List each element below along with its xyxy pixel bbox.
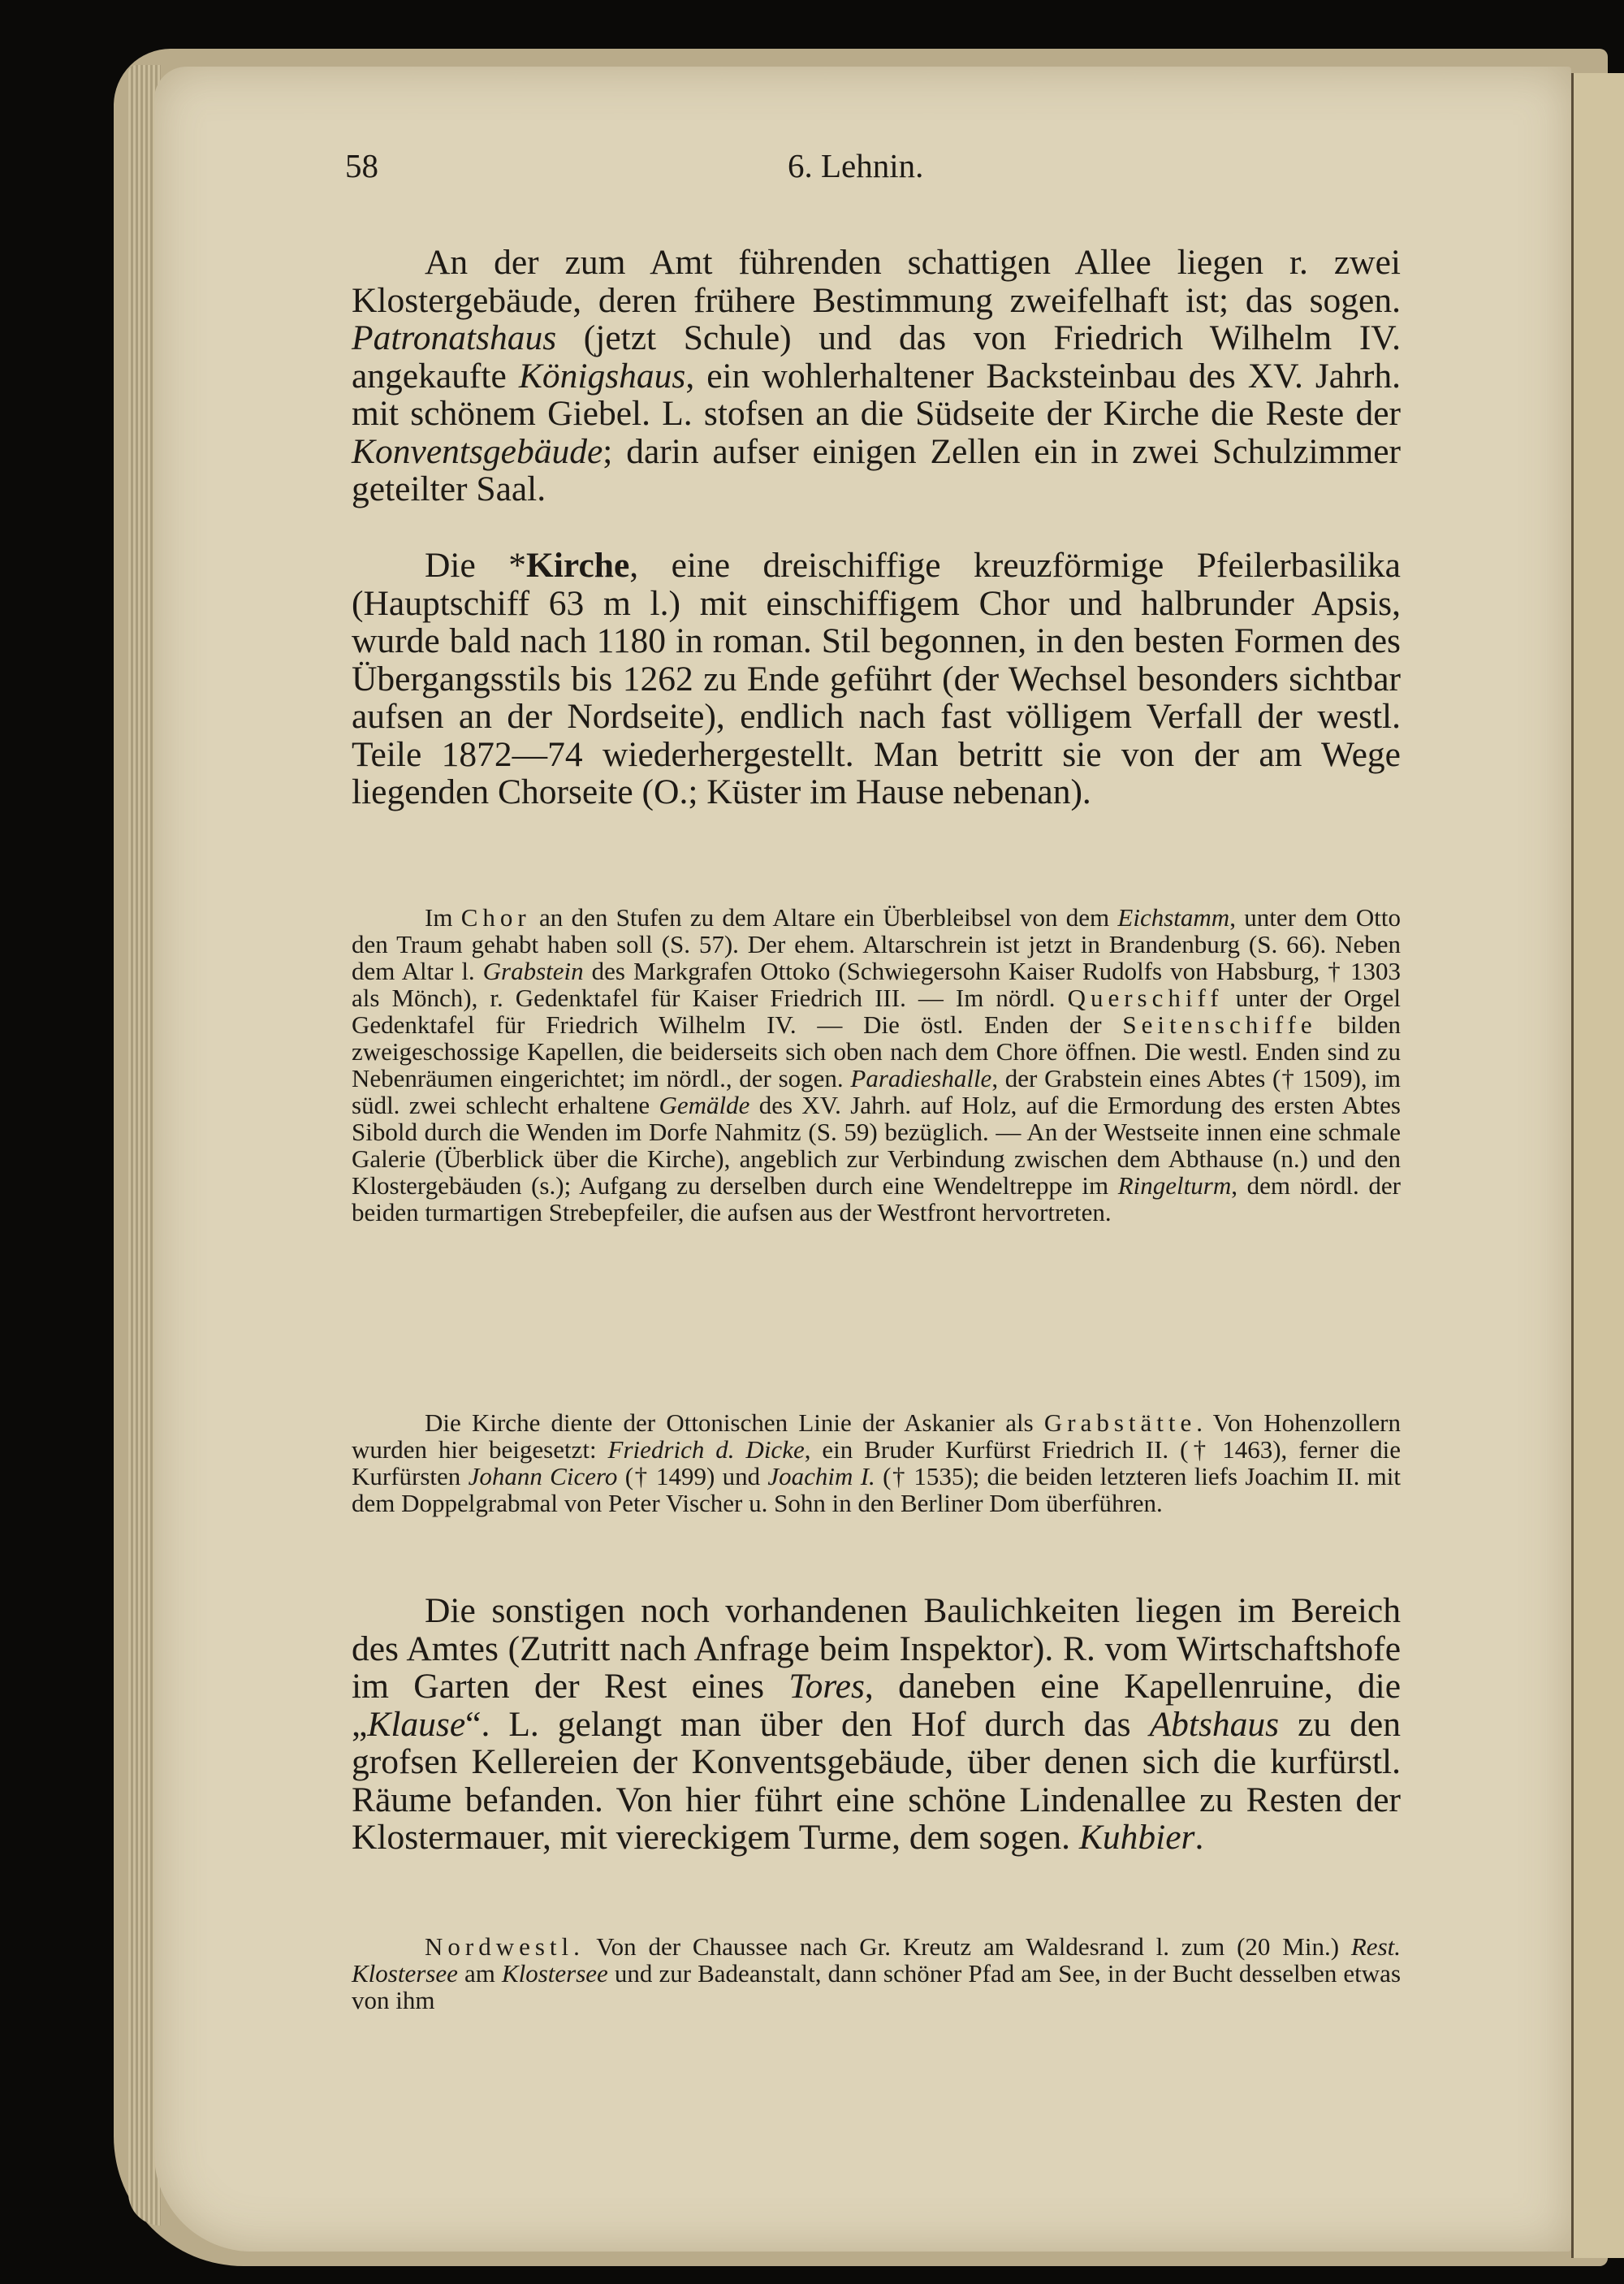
emphasis: Friedrich d. Dicke [607, 1435, 805, 1464]
paragraph-lehnin-amt [352, 244, 1401, 508]
body-text [352, 547, 1401, 811]
text-run: Die sonstigen noch vorhandenen Baulichkeiten liegen im Bereich des Amtes (Zutritt nach Anfrage beim Inspektor). R. vom Wirtschaftshofe im Garten der Rest eines [352, 1591, 1401, 1706]
paragraph-baulichkeiten [352, 1592, 1401, 1857]
text-run: am [457, 1959, 502, 1988]
page-number: 58 [345, 147, 378, 184]
body-text [352, 1592, 1401, 1857]
text-run: bilden zweigeschossige Kapellen, die beiderseits sich oben nach dem Chore öffnen. Die westl. Enden sind zu Nebenräumen eingerichtet; im nördl., der sogen. [352, 1010, 1401, 1092]
paragraph-kirche [352, 547, 1401, 811]
text-run: , unter dem Otto den Traum gehabt haben soll (S. 57). Der ehem. Altarschrein ist jetzt in Brandenburg (S. 66). Neben dem Altar l. [352, 903, 1401, 985]
text-run: Im [425, 903, 461, 932]
emphasis: Johann Cicero [468, 1462, 618, 1490]
running-title: 6. Lehnin. [788, 147, 924, 184]
text-run: , eine dreischiffige kreuzförmige Pfeilerbasilika (Hauptschiff 63 m l.) mit einschiffigem Chor und halbrunder Apsis, wurde bald nach 1180 in roman. Stil begonnen, in den besten Formen des Übergangsstils bis 1262 zu Ende geführt (der Wechsel besonders sichtbar aufsen an der Nordseite), endlich nach fast völligem Verfall der westl. Teile 1872—74 wiederhergestellt. Man betritt sie von der am Wege liegenden Chorseite (O.; Küster im Hause nebenan). [352, 546, 1401, 811]
text-run: († 1499) und [617, 1462, 768, 1490]
text-run: . [1194, 1818, 1204, 1857]
page-header [345, 146, 1401, 195]
spaced-text: Querschiff [1067, 984, 1224, 1012]
facing-page-edge [1571, 73, 1624, 2258]
small-print-nordwestl [352, 1933, 1401, 2014]
text-run: Die Kirche diente der Ottonischen Linie der Askanier als [425, 1408, 1044, 1437]
emphasis: Rest. Klostersee [352, 1932, 1401, 1988]
text-run: An der zum Amt führenden schattigen Allee liegen r. zwei Klostergebäude, deren frühere Bestimmung zweifelhaft ist; das sogen. [352, 243, 1401, 320]
text-run: , ein wohlerhaltener Backsteinbau des XV. Jahrh. mit schönem Giebel. L. stofsen an die Südseite der Kirche die Reste der [352, 356, 1401, 433]
text-run: († 1535); die beiden letzteren liefs Joachim II. mit dem Doppelgrabmal von Peter Vischer u. Sohn in den Berliner Dom überführen. [352, 1462, 1402, 1517]
spaced-text: Grabstätte [1043, 1408, 1197, 1437]
text-run: Die * [425, 546, 527, 585]
emphasis: Gemälde [659, 1091, 750, 1119]
text-run: “. L. gelangt man über den Hof durch das [465, 1704, 1150, 1744]
emphasis: Joachim I. [767, 1462, 875, 1490]
emphasis: Patronatshaus [352, 318, 557, 357]
emphasis: Grabstein [482, 957, 584, 985]
text-run: Von der Chaussee nach Gr. Kreutz am Waldesrand l. zum (20 Min.) [584, 1932, 1351, 1961]
emphasis: Konventsgebäude [352, 431, 603, 471]
text-run: und zur Badeanstalt, dann schöner Pfad am See, in der Bucht desselben etwas von ihm [352, 1959, 1402, 2014]
small-text [352, 904, 1401, 1226]
text-run: unter der Orgel Gedenktafel für Friedrich Wilhelm IV. — Die östl. Enden der [352, 984, 1401, 1039]
text-run: (jetzt Schule) und das von Friedrich Wilhelm IV. angekaufte [352, 318, 1401, 396]
emphasis: Königshaus [518, 356, 686, 396]
text-run: . Von Hohenzollern wurden hier beigesetzt: [352, 1408, 1402, 1464]
text-run: des Markgrafen Ottoko (Schwiegersohn Kaiser Rudolfs von Habsburg, † 1303 als Mönch), r. Gedenktafel für Kaiser Friedrich III. — Im nördl. [352, 957, 1401, 1012]
text-run: , der Grabstein eines Abtes († 1509), im südl. zwei schlecht erhaltene [352, 1064, 1402, 1119]
small-text [352, 1409, 1401, 1516]
spaced-text: Nordwestl. [425, 1932, 585, 1961]
emphasis: Eichstamm [1117, 903, 1230, 932]
emphasis: Paradieshalle [850, 1064, 992, 1092]
text-run: ; darin aufser einigen Zellen ein in zwei Schulzimmer geteilter Saal. [352, 431, 1401, 508]
emphasis: Ringelturm [1117, 1171, 1232, 1200]
bold-heading: Kirche [526, 546, 630, 585]
emphasis: Klause [367, 1704, 466, 1744]
emphasis: Tores [788, 1667, 865, 1706]
text-run: des XV. Jahrh. auf Holz, auf die Ermordung des ersten Abtes Sibold durch die Wenden im Dorfe Nahmitz (S. 59) bezüglich. — An der Westseite innen eine schmale Galerie (Überblick über die Kirche), angeblich zur Verbindung zwischen dem Abthause (n.) und den Klostergebäuden (s.); Aufgang zu derselben durch eine Wendeltreppe im [352, 1091, 1401, 1200]
spaced-text: Chor [460, 903, 531, 932]
spaced-text: Seitenschiffe [1122, 1010, 1317, 1039]
text-run: , dem nördl. der beiden turmartigen Strebepfeiler, die aufsen aus der Westfront hervortreten. [352, 1171, 1402, 1226]
text-run: , ein Bruder Kurfürst Friedrich II. († 1463), ferner die Kurfürsten [352, 1435, 1401, 1490]
small-print-chor [352, 904, 1401, 1226]
body-text [352, 244, 1401, 508]
small-text [352, 1933, 1401, 2014]
text-run: zu den grofsen Kellereien der Konventsgebäude, über denen sich die kurfürstl. Räume befanden. Von hier führt eine schöne Lindenallee zu Resten der Klostermauer, mit viereckigem Turme, dem sogen. [352, 1704, 1401, 1857]
text-run: an den Stufen zu dem Altare ein Überbleibsel von dem [530, 903, 1118, 932]
emphasis: Klostersee [501, 1959, 608, 1988]
small-print-grabstaette [352, 1409, 1401, 1516]
emphasis: Kuhbier [1078, 1818, 1195, 1857]
text-run: , daneben eine Kapellenruine, die „ [352, 1667, 1401, 1744]
emphasis: Abtshaus [1149, 1704, 1280, 1744]
